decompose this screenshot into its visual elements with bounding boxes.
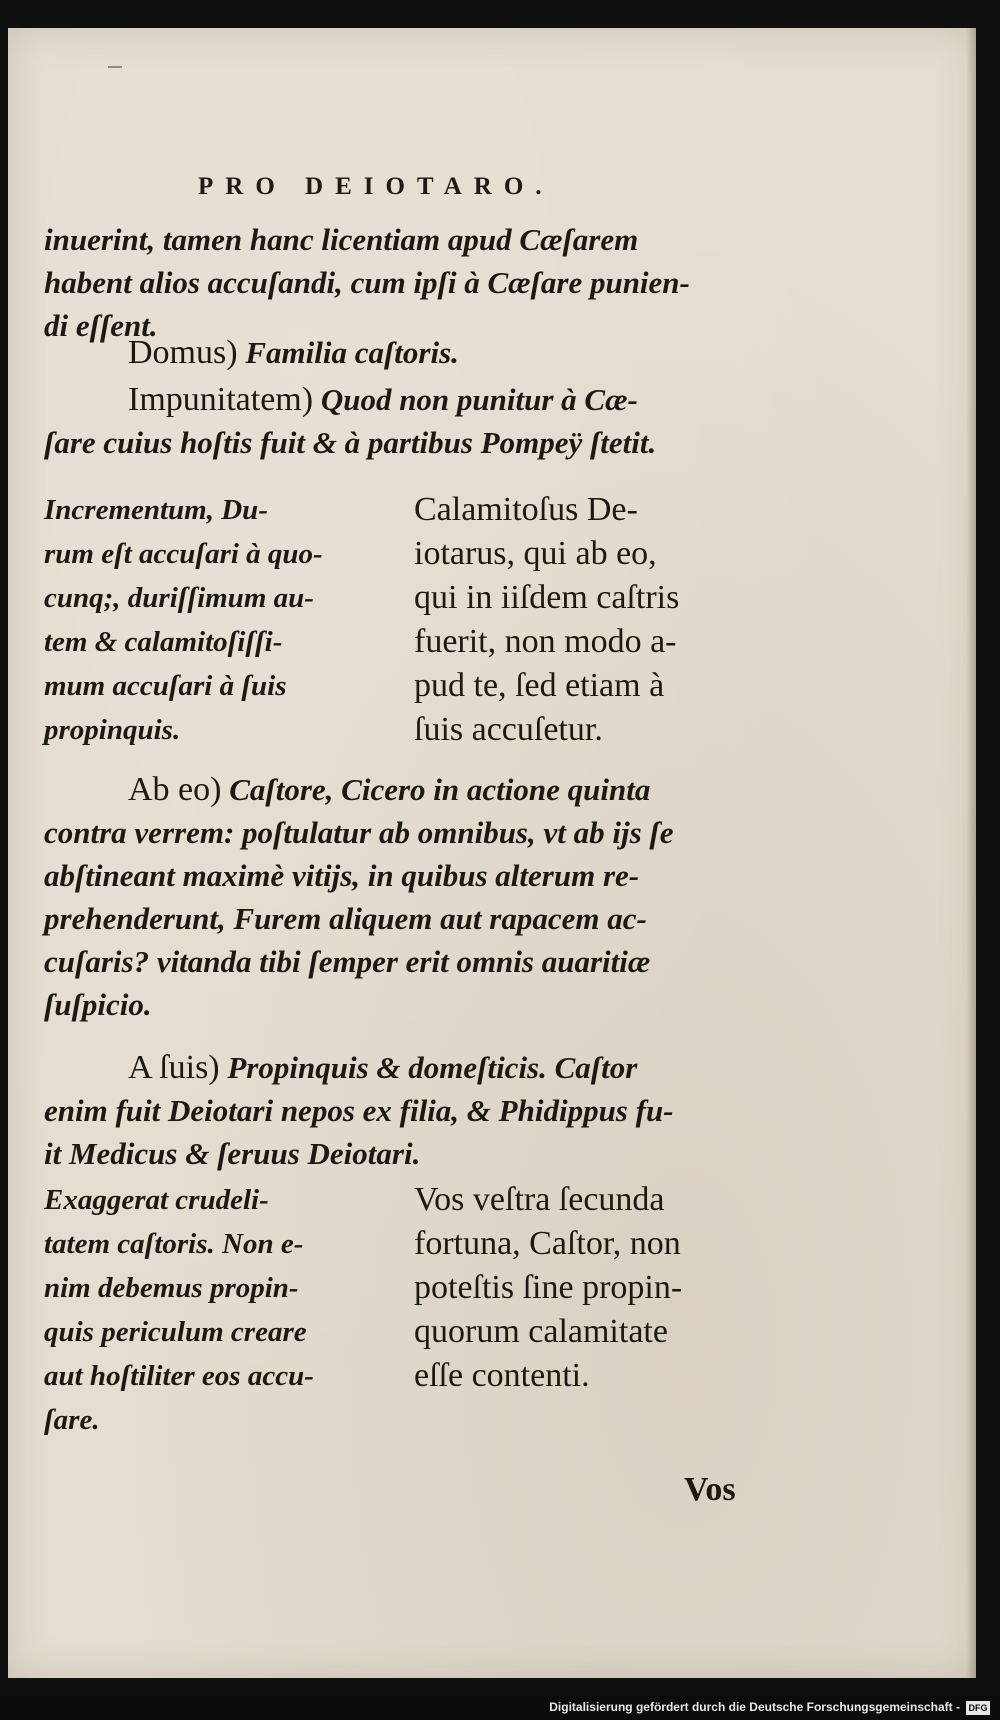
text-line: inuerint, tamen hanc licentiam apud Cæſarem: [44, 222, 639, 257]
main-line: Calamitoſus De-: [414, 491, 638, 528]
gloss-impunitatem-line: Quod non punitur à Cæ-: [320, 382, 638, 417]
note-line: Exaggerat crudeli-: [44, 1184, 269, 1216]
lemma-a-suis: A ſuis): [128, 1049, 220, 1086]
main-line: qui in iiſdem caſtris: [414, 579, 680, 616]
note-line: propinquis.: [44, 714, 181, 746]
note-line: nim debemus propin-: [44, 1272, 299, 1304]
gloss-line: ſuſpicio.: [44, 987, 152, 1022]
note-line: rum eſt accuſari à quo-: [44, 538, 323, 570]
note-line: aut hoſtiliter eos accu-: [44, 1360, 314, 1392]
text-line: di eſſent.: [44, 308, 158, 343]
gloss-domus: Familia caſtoris.: [245, 335, 459, 370]
gloss-line: cuſaris? vitanda tibi ſemper erit omnis auaritiæ: [44, 944, 651, 979]
gloss-line: enim fuit Deiotari nepos ex filia, & Phidippus fu-: [44, 1093, 674, 1128]
dfg-logo: DFG: [966, 1701, 990, 1715]
gloss-line: prehenderunt, Furem aliquem aut rapacem ac-: [44, 901, 647, 936]
note-line: quis periculum creare: [44, 1316, 307, 1348]
lemma-impunitatem: Impunitatem): [128, 381, 314, 418]
main-line: poteſtis ſine propin-: [414, 1269, 683, 1306]
note-line: Incrementum, Du-: [44, 494, 268, 526]
gloss-line: Propinquis & domeſticis. Caſtor: [227, 1050, 638, 1085]
lemma-a-suis-entry: [44, 1046, 744, 1175]
two-column-block-1: [44, 488, 744, 758]
main-line: eſſe contenti.: [414, 1357, 590, 1394]
gloss-impunitatem-line: ſare cuius hoſtis fuit & à partibus Pompeÿ ſtetit.: [44, 425, 657, 460]
stray-ink-mark: [108, 66, 122, 68]
funding-credit: Digitalisierung gefördert durch die Deutsche Forschungsgemeinschaft -: [549, 1700, 960, 1714]
lemma-ab-eo: Ab eo): [128, 771, 222, 808]
main-line: fortuna, Caſtor, non: [414, 1225, 681, 1262]
text-line: habent alios accuſandi, cum ipſi à Cæſare punien-: [44, 265, 690, 300]
note-line: tatem caſtoris. Non e-: [44, 1228, 304, 1260]
note-line: mum accuſari à ſuis: [44, 670, 287, 702]
main-text-calamitosus: [414, 488, 744, 752]
two-column-block-2: [44, 1178, 744, 1448]
lemma-domus-entry: [44, 331, 828, 374]
gloss-line: contra verrem: poſtulatur ab omnibus, vt ab ijs ſe: [44, 815, 674, 850]
main-line: pud te, ſed etiam à: [414, 667, 665, 704]
lemma-ab-eo-entry: [44, 768, 744, 1026]
marginal-note-exaggerat: [44, 1178, 374, 1442]
note-line: tem & calamitoſiſſi-: [44, 626, 283, 658]
gloss-line: it Medicus & ſeruus Deiotari.: [44, 1136, 421, 1171]
running-head: PRO DEIOTARO.: [198, 173, 554, 200]
gloss-line: abſtineant maximè vitijs, in quibus alterum re-: [44, 858, 640, 893]
book-page: [8, 28, 976, 1678]
gloss-line: Caſtore, Cicero in actione quinta: [229, 772, 651, 807]
main-line: quorum calamitate: [414, 1313, 668, 1350]
digitization-footer: [0, 1696, 1000, 1720]
marginal-note-incrementum: [44, 488, 374, 752]
main-line: iotarus, qui ab eo,: [414, 535, 657, 572]
main-line: Vos veſtra ſecunda: [414, 1181, 665, 1218]
catchword: Vos: [684, 1471, 736, 1508]
lemma-impunitatem-entry: [44, 378, 744, 464]
note-line: cunq;, duriſſimum au-: [44, 582, 314, 614]
note-line: ſare.: [44, 1404, 100, 1436]
main-line: ſuis accuſetur.: [414, 711, 603, 748]
page-edge-shadow: [966, 28, 976, 1678]
main-line: fuerit, non modo a-: [414, 623, 677, 660]
paragraph-continuation: [44, 218, 744, 347]
main-text-vos-vestra: [414, 1178, 744, 1398]
lemma-domus: Domus): [128, 334, 238, 371]
